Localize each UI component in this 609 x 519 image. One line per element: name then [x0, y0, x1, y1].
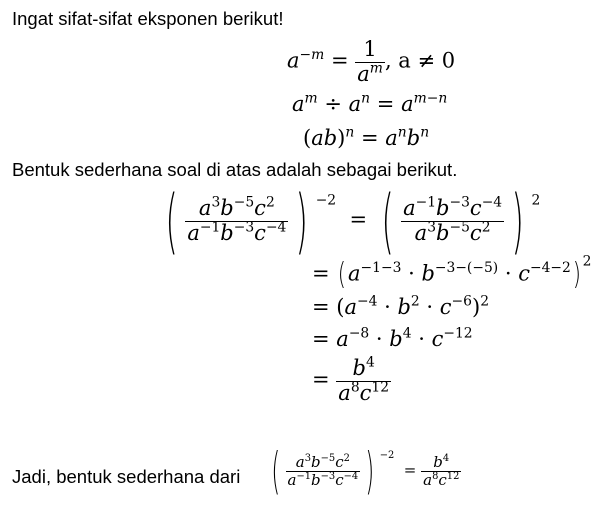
solution-step-2: = $(a^{-1-3} \cdot b^{-3-(-5)} \cdot c^{-4-2})$ $^2$ — [312, 253, 592, 292]
solution-step-5: = $\frac{b^4}{a^8c^{12}}$ — [312, 354, 390, 405]
bentuk-text: Bentuk sederhana soal di atas adalah sebagai berikut. — [12, 159, 458, 180]
rule-condition: , a ≠ 0 — [384, 48, 456, 73]
conclusion-expression: ( $\frac{a^3b^{-5}c^2}{a^{-1}b^{-3}c^{-4}}$ ) $^{-2}$ = $\frac{b^4}{a^8c^{12}}$ — [271, 442, 460, 500]
solution-step-4: = $a^{-8} \cdot b^4 \cdot c^{-12}$ — [312, 325, 473, 351]
solution-step-1: ( $\frac{a^3b^{-5}c^2}{a^{-1}b^{-3}c^{-4}}$ ) $^{-2}$ = ( $\frac{a^{-1}b^{-3}c^{-4}}{a^3b^{-5}c^2}$ ) $^2$ — [165, 180, 541, 262]
rule-fraction: $\frac{1}{a^m}$ — [357, 37, 383, 86]
intro-text: Ingat sifat-sifat eksponen berikut! — [12, 8, 284, 29]
exponent-rule-negative: $a^{-m}$ = $\frac{1}{a^m}$ , a ≠ 0 — [287, 37, 456, 86]
jadi-text: Jadi, bentuk sederhana dari — [12, 466, 241, 487]
rule-numerator: 1 — [355, 38, 385, 63]
exponent-rule-division: $a^m \div a^n = a^{m-n}$ — [292, 90, 448, 116]
solution-step-3: = $(a^{-4} \cdot b^2 \cdot c^{-6})^2$ — [312, 293, 490, 319]
exponent-rule-power-of-product: $(ab)^n = a^nb^n$ — [303, 124, 430, 150]
